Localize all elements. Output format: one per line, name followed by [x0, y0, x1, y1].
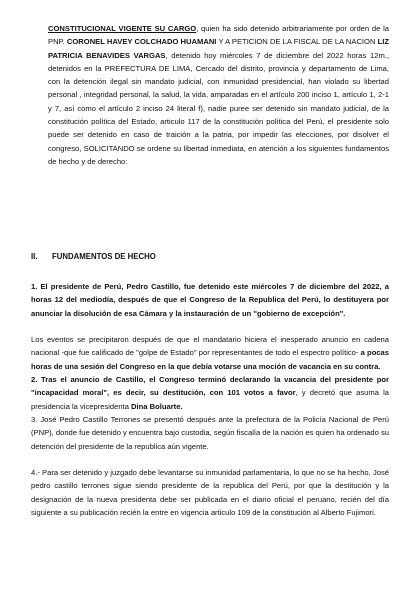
paragraph-intro: CONSTITUCIONAL VIGENTE SU CARGO, quien ha sido detenido arbitrariamente por orden de la PNP. CORONEL HAVEY COLCHADO HUAMANI Y A PETICION DE LA FISCAL DE LA NACION LIZ PATRICIA BENAVIDES VARGAS, detenido hoy miércoles 7 de diciembre del 2022 horas 12m., detenidos en la PREFECTURA DE LIMA, Cercado del distrito, provincia y departamento de Lima, con la detención ilegal sin mandato judicial, con inmunidad presidencial, han violado su libertad personal , integridad personal, la salud, la vida, amparadas en el artículo 200 inciso 1, artículo 1, 2-1 y 7, así como el artículo 2 inciso 24 literal f), nadie puree ser detenido sin mandato judicial, de la constitución política del Estado, articulo 117 de la constitución política del Perú, el presidente solo puede ser detenido en caso de traición a la patria, por impedir las elecciones, por disolver el congreso, SOLICITANDO se ordene su libertad inmediata, en atención a los siguientes fundamentos de hecho y de derecho:: [48, 24, 389, 166]
intro-cargo-heading: CONSTITUCIONAL VIGENTE SU CARGO: [48, 24, 197, 33]
paragraph-3: 3. José Pedro Castillo Terrones se presentó después ante la prefectura de la Policía Nacional de Perú (PNP), donde fue detenido y encuentra bajo custodia, según fiscalía de la nación es quien ha ordenado su detención del presidente de la republica aún vigente.: [31, 415, 389, 451]
paragraph-2: 2. Tras el anuncio de Castillo, el Congreso terminó declarando la vacancia del presidente por "incapacidad moral", es decir, su destitución, con 101 votos a favor, y decretó que asuma la presidencia la vicepresidenta Dina Boluarte.: [31, 375, 389, 411]
paragraph-1: 1. El presidente de Perú, Pedro Castillo, fue detenido este miércoles 7 de diciembre del 2022, a horas 12 del mediodía, después de que el Congreso de la Republica del Perú, lo destituyera por anunciar la disolución de esa Cámara y la instauración de un "gobierno de excepción".: [31, 282, 389, 318]
paragraph-events: Los eventos se precipitaron después de que el mandatario hiciera el inesperado anuncio en cadena nacional -que fue calificado de "golpe de Estado" por representantes de todo el espectro político- a pocas horas de una sesión del Congreso en la que debía votarse una moción de vacancia en su contra.: [31, 335, 390, 371]
paragraph-4: 4.- Para ser detenido y juzgado debe levantarse su inmunidad parlamentaria, lo que no se ha hecho, José pedro castillo terrones sigue siendo presidente de la republica del Perú, por que la destitución y la designación de la nueva presidenta debe ser publicada en el diario oficial el peruano, recién del día siguiente a su publicación recién la entre en vigencia articulo 109 de la constitución al Alberto Fujimori.: [31, 468, 389, 517]
section-heading: II. FUNDAMENTOS DE HECHO: [31, 252, 156, 261]
